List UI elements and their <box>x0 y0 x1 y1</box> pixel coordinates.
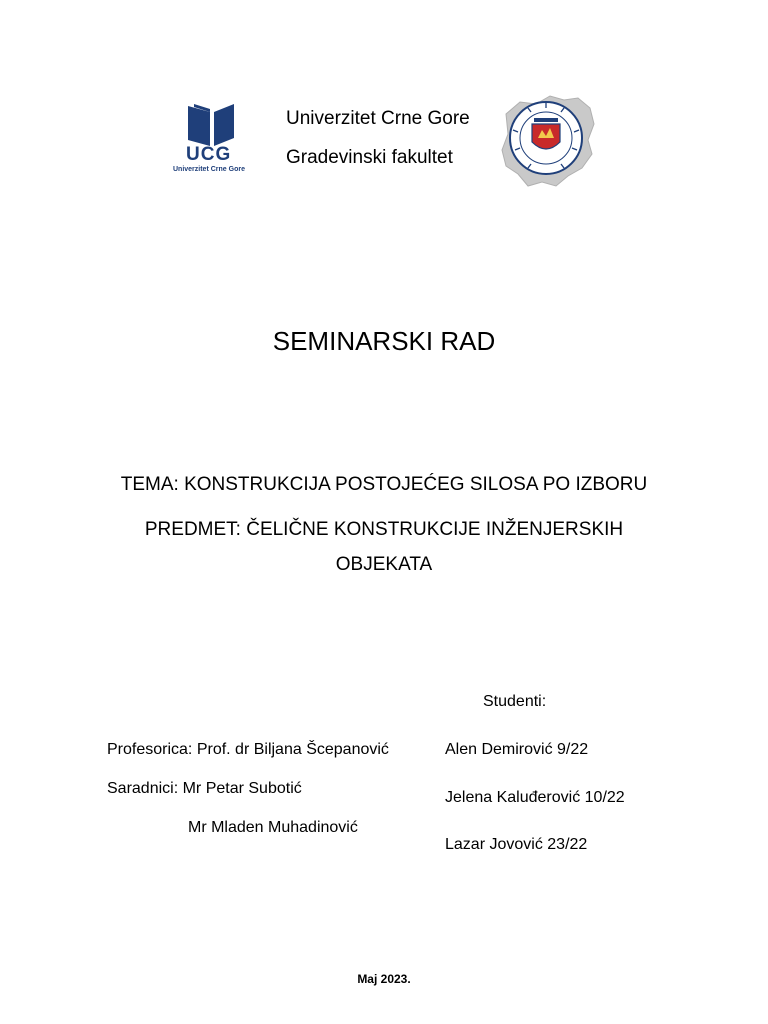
document-topic: TEMA: KONSTRUKCIJA POSTOJEĆEG SILOSA PO IZBORU <box>120 474 648 495</box>
ucg-logo-subtitle: Univerzitet Crne Gore <box>173 166 245 173</box>
professor-line: Profesorica: Prof. dr Biljana Šcepanović <box>107 741 389 758</box>
students-label: Studenti: <box>483 693 547 710</box>
faculty-seal <box>498 94 598 189</box>
document-subject-line2: OBJEKATA <box>335 554 433 575</box>
document-title: SEMINARSKI RAD <box>272 326 496 356</box>
document-date: Maj 2023. <box>357 972 411 986</box>
student-item: Alen Demirović 9/22 <box>445 741 589 758</box>
assistant-2-line: Mr Mladen Muhadinović <box>188 819 358 836</box>
ucg-logo-text: UCG <box>186 144 232 165</box>
university-name: Univerzitet Crne Gore <box>286 108 470 129</box>
open-book-icon <box>170 100 255 148</box>
faculty-name: Gradevinski fakultet <box>286 147 453 168</box>
assistants-line: Saradnici: Mr Petar Subotić <box>107 780 302 797</box>
student-item: Lazar Jovović 23/22 <box>445 836 588 853</box>
student-item: Jelena Kaluđerović 10/22 <box>445 789 625 806</box>
ucg-logo <box>170 100 255 178</box>
document-subject-line1: PREDMET: ČELIČNE KONSTRUKCIJE INŽENJERSKIH <box>144 519 624 540</box>
faculty-seal-icon <box>498 94 598 189</box>
